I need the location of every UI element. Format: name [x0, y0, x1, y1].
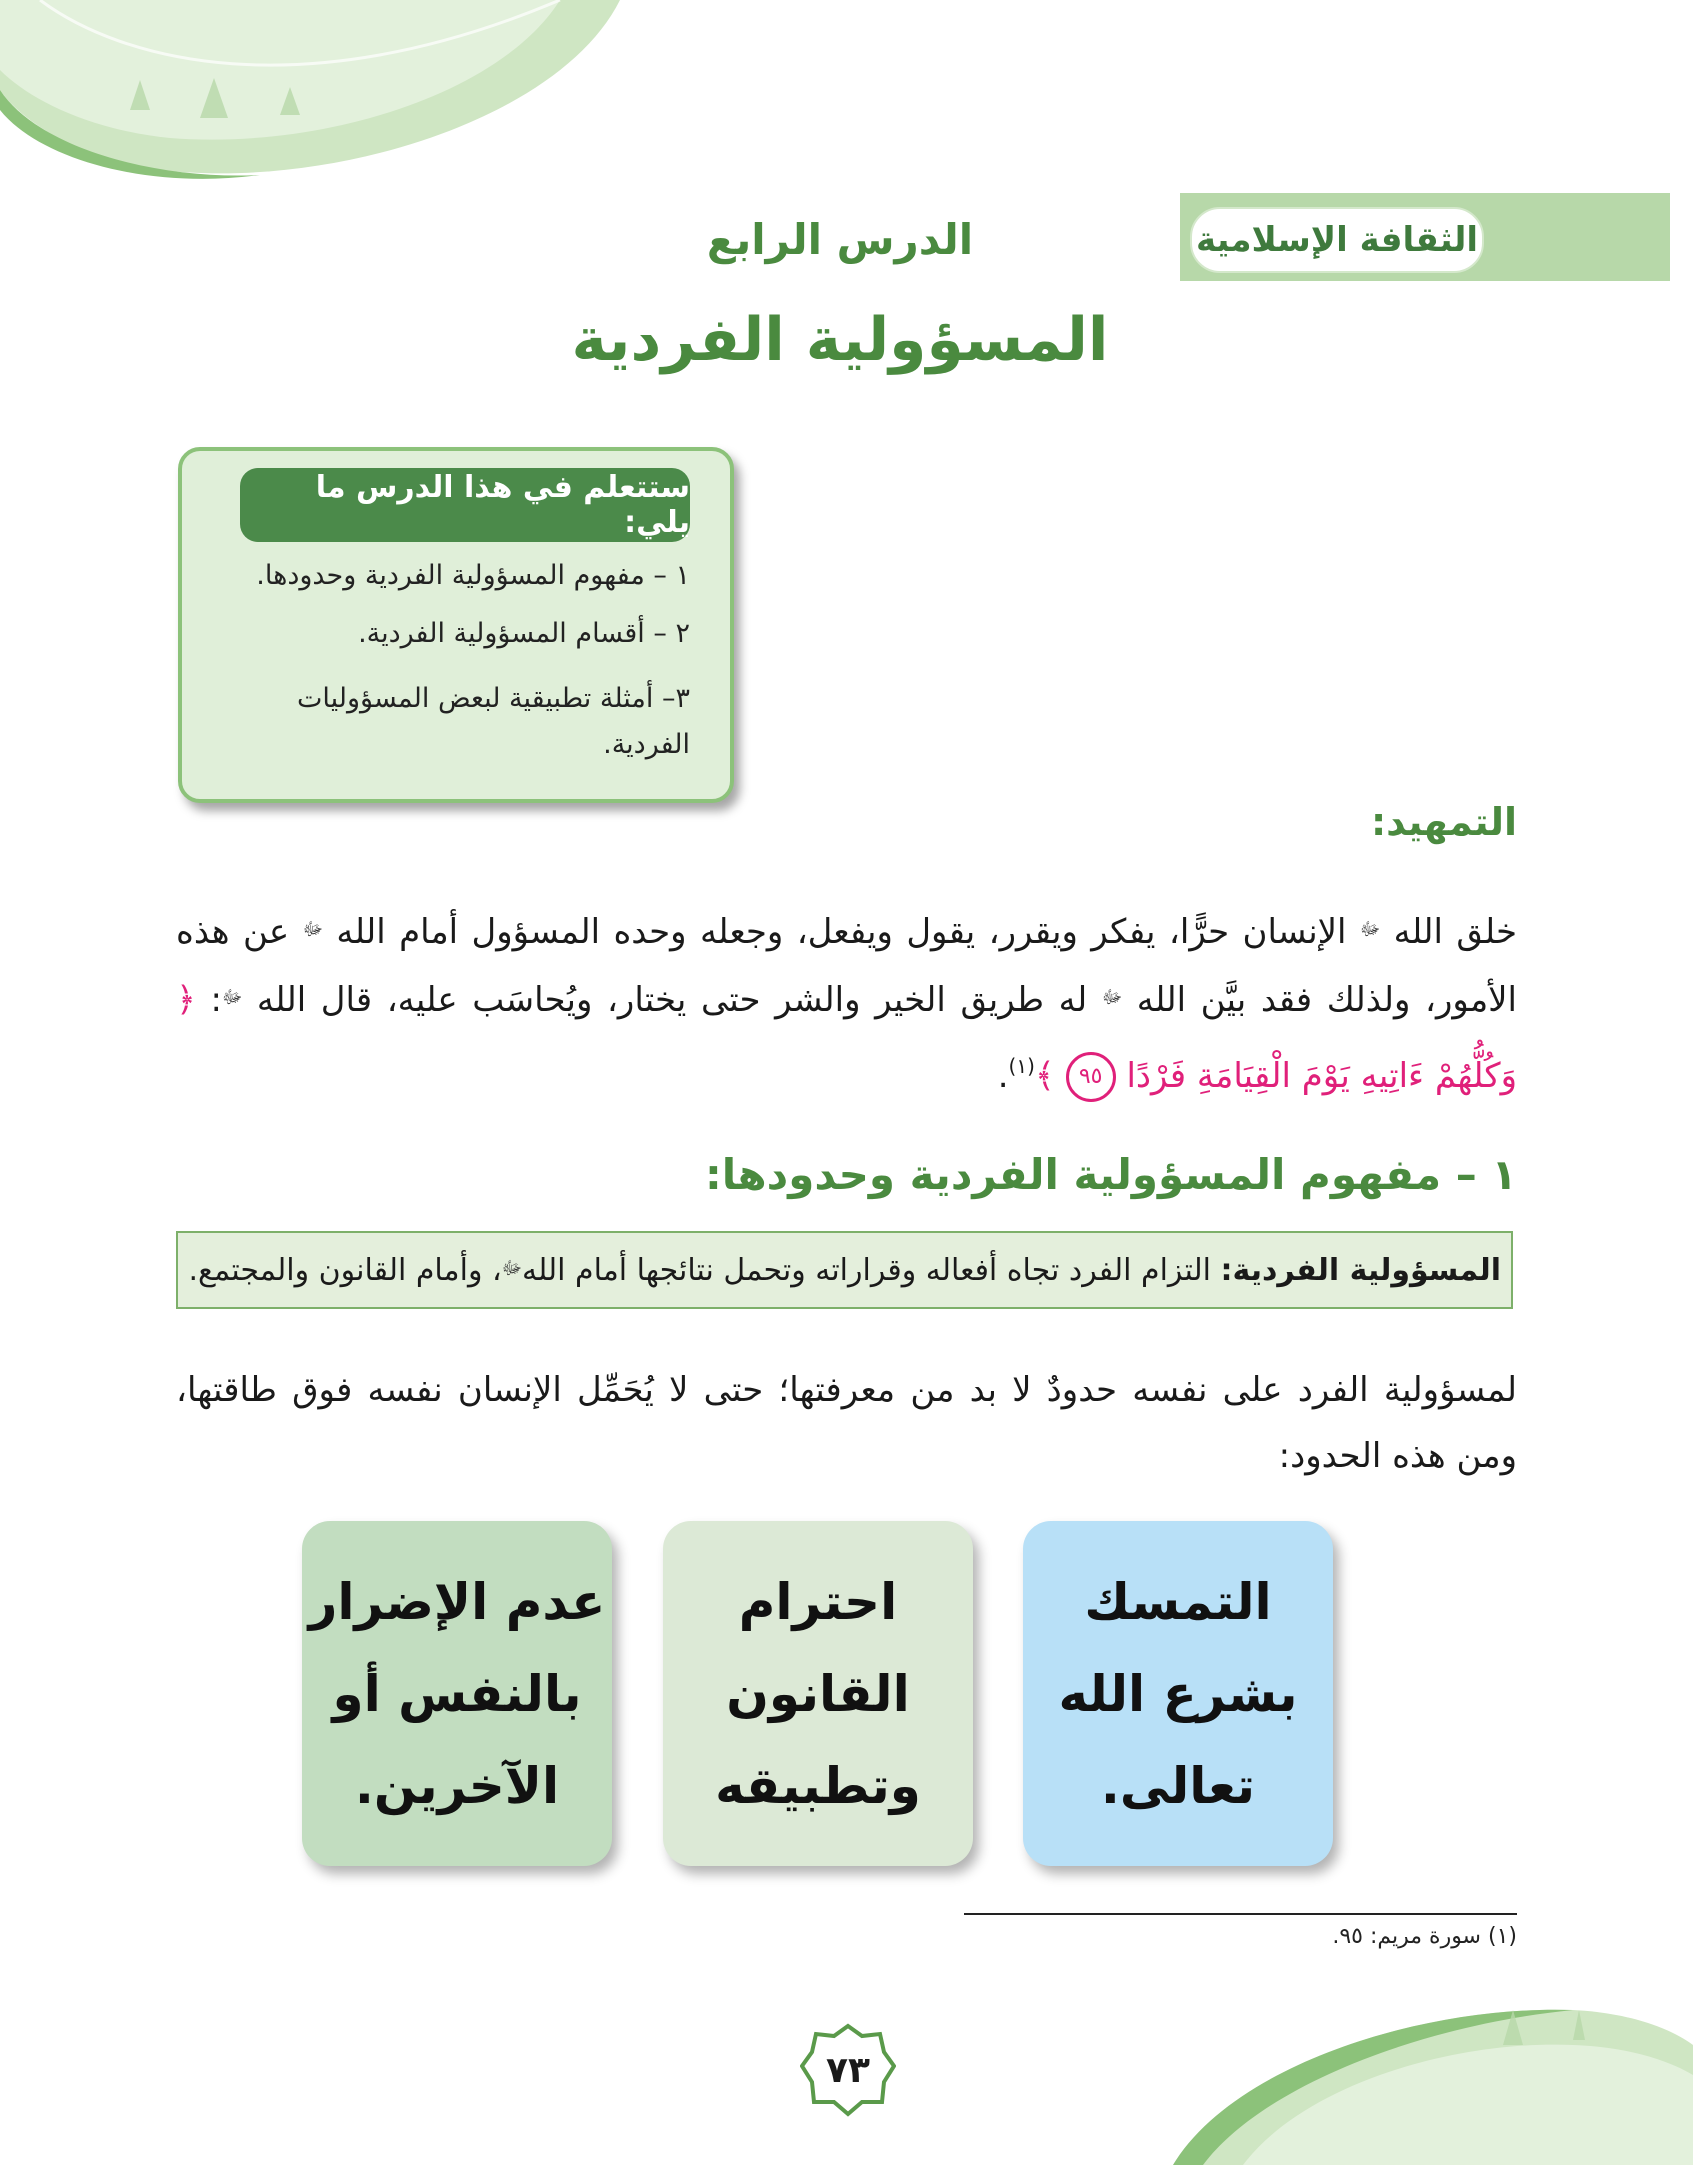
quran-verse: ﴿ وَكُلُّهُمْ ءَاتِيهِ يَوْمَ الْقِيَامَةِ فَرْدًا	[176, 980, 1517, 1096]
intro-text: الإنسان حرًّا، يفكر ويقرر، يقول ويفعل، وجعله وحده المسؤول أمام الله	[336, 912, 1347, 952]
footnote: (١) سورة مريم: ٩٥.	[1332, 1924, 1517, 1949]
definition-text: ، وأمام القانون والمجتمع.	[188, 1252, 502, 1288]
honorific-symbol: ﷻ	[221, 987, 243, 1008]
intro-text: عن هذه الأمور، ولذلك فقد بيَّن الله	[176, 912, 1517, 1020]
limit-card-text: عدم الإضرار بالنفس أو الآخرين.	[308, 1572, 606, 1815]
honorific-symbol: ﷻ	[302, 919, 323, 940]
page-number: ٧٣	[826, 2049, 870, 2091]
subject-label: الثقافة الإسلامية	[1190, 207, 1484, 273]
decorative-corner-top	[0, 0, 620, 190]
lesson-number: الدرس الرابع	[706, 215, 974, 264]
limit-card-text: التمسك بشرع الله تعالى.	[1058, 1572, 1298, 1815]
ayah-number: ٩٥	[1066, 1052, 1116, 1102]
definition-term: المسؤولية الفردية:	[1220, 1252, 1501, 1288]
objective-item: ١ – مفهوم المسؤولية الفردية وحدودها.	[256, 560, 690, 591]
section-heading: ١ – مفهوم المسؤولية الفردية وحدودها:	[704, 1150, 1517, 1199]
limit-card	[302, 1521, 612, 1866]
limit-card-text: احترام القانون وتطبيقه	[715, 1572, 921, 1815]
objectives-heading: ستتعلم في هذا الدرس ما يلي:	[240, 468, 690, 542]
objective-item: ٢ – أقسام المسؤولية الفردية.	[358, 618, 690, 649]
limit-card	[1023, 1521, 1333, 1866]
limit-card	[663, 1521, 973, 1866]
quran-bracket: ﴾	[1034, 1056, 1055, 1096]
footnote-divider	[964, 1913, 1517, 1915]
honorific-symbol: ﷻ	[1101, 987, 1123, 1008]
intro-paragraph: خلق الله $^ﷻ$ الإنسان حرًّا، يفكر ويقرر، يقول ويفعل، وجعله وحده المسؤول أمام الله $^ﷻ$ عن هذه الأمور، ولذلك فقد بيَّن الله $^ﷻ$ له طريق الخير والشر حتى يختار، ويُحاسَب عليه، قال الله $^ﷻ$: ﴿ وَكُلُّهُمْ ءَاتِيهِ يَوْمَ الْقِيَامَةِ فَرْدًا ٩٥ ﴾$^{(١)}$.	[176, 897, 1517, 1109]
honorific-symbol: ﷻ	[501, 1258, 522, 1279]
footnote-reference: (١)	[1008, 1054, 1035, 1078]
objective-item: ٣– أمثلة تطبيقية لبعض المسؤوليات الفردية.	[296, 683, 690, 760]
intro-heading: التمهيد:	[1370, 800, 1517, 844]
definition-text: التزام الفرد تجاه أفعاله وقراراته وتحمل نتائجها أمام الله	[521, 1252, 1211, 1288]
intro-text: له طريق الخير والشر حتى يختار، ويُحاسَب عليه، قال الله	[256, 980, 1088, 1020]
limits-intro: لمسؤولية الفرد على نفسه حدودٌ لا بد من معرفتها؛ حتى لا يُحَمِّل الإنسان نفسه فوق طاقتها، ومن هذه الحدود:	[176, 1370, 1517, 1476]
lesson-title: المسؤولية الفردية	[571, 305, 1109, 375]
honorific-symbol: ﷻ	[1359, 919, 1381, 940]
decorative-corner-bottom	[1173, 1985, 1693, 2165]
definition-box	[176, 1231, 1513, 1309]
intro-text: خلق الله	[1393, 912, 1518, 952]
